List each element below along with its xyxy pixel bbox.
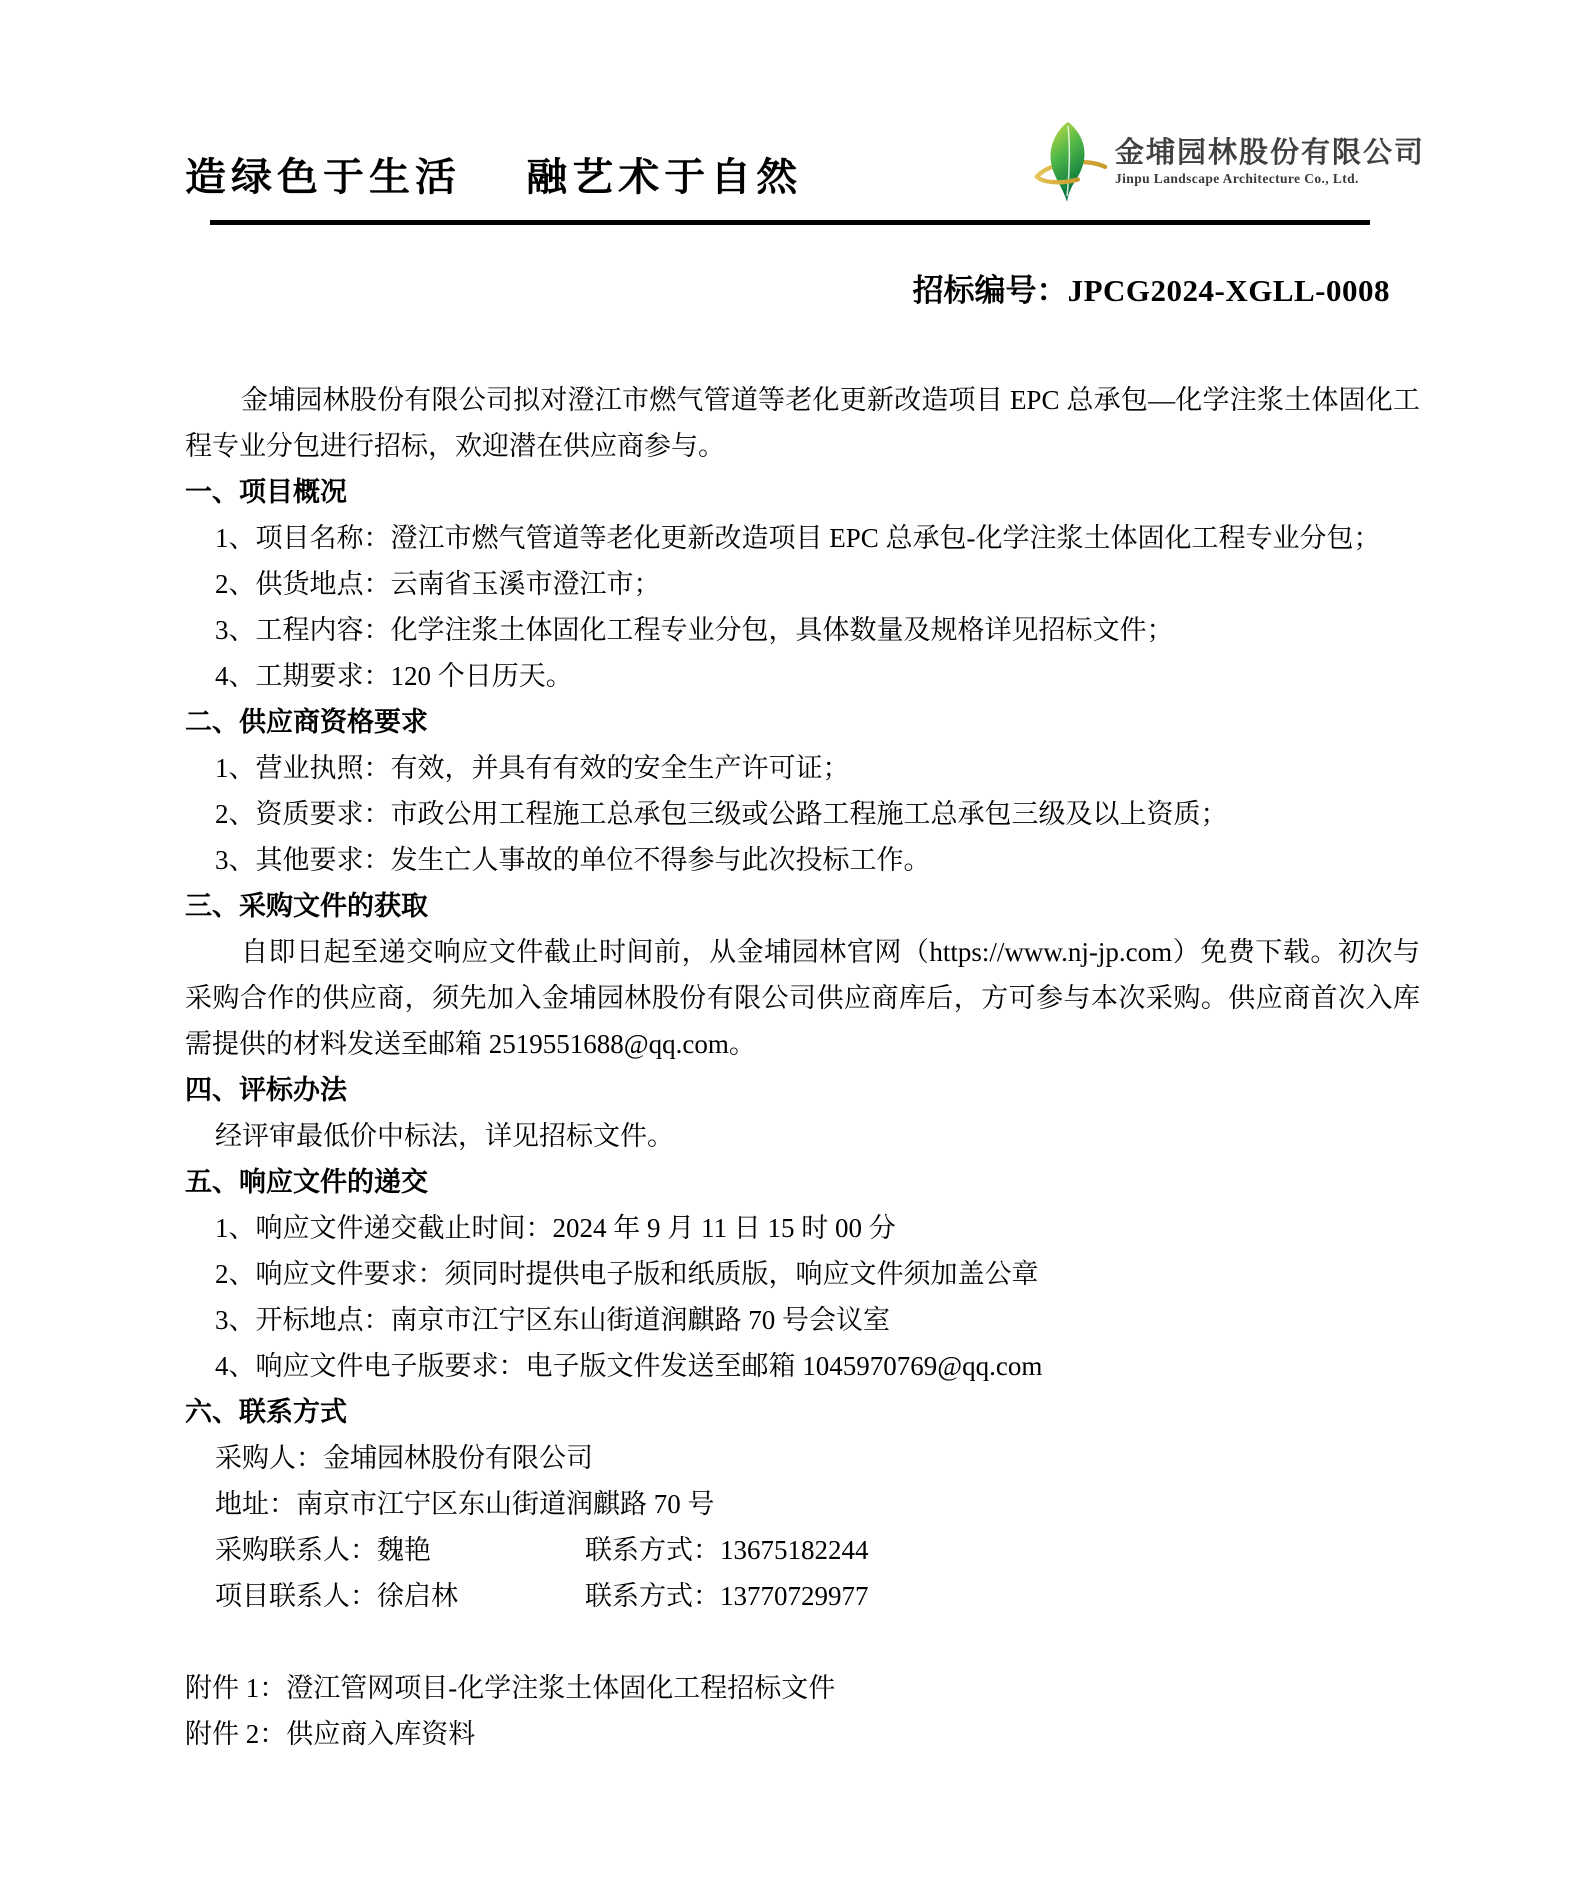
- s1-item-4: 4、工期要求：120 个日历天。: [215, 661, 573, 691]
- section-3-heading: 三、采购文件的获取: [185, 891, 428, 921]
- s4-paragraph: 经评审最低价中标法，详见招标文件。: [215, 1121, 674, 1151]
- s1-item-2: 2、供货地点：云南省玉溪市澄江市；: [215, 569, 661, 599]
- s3-paragraph: 自即日起至递交响应文件截止时间前，从金埔园林官网（https://www.nj-jp.com）免费下载。初次与采购合作的供应商，须先加入金埔园林股份有限公司供应商库后，方可参与本次采购。供应商首次入库需提供的材料发送至邮箱 2519551688@qq.com。: [185, 937, 1420, 1059]
- section-6-heading: 六、联系方式: [185, 1397, 347, 1427]
- company-logo: [1031, 120, 1425, 204]
- s2-item-3: 3、其他要求：发生亡人事故的单位不得参与此次投标工作。: [215, 845, 931, 875]
- intro-paragraph: 金埔园林股份有限公司拟对澄江市燃气管道等老化更新改造项目 EPC 总承包—化学注浆土体固化工程专业分包进行招标，欢迎潜在供应商参与。: [185, 385, 1420, 461]
- s5-item-4: 4、响应文件电子版要求：电子版文件发送至邮箱 1045970769@qq.com: [215, 1351, 1043, 1381]
- address-line: 地址：南京市江宁区东山街道润麒路 70 号: [215, 1489, 715, 1519]
- section-4-heading: 四、评标办法: [185, 1075, 347, 1105]
- section-5-heading: 五、响应文件的递交: [185, 1167, 428, 1197]
- attachment-1: 附件 1：澄江管网项目-化学注浆土体固化工程招标文件: [185, 1673, 836, 1703]
- bid-number-line: [185, 267, 1420, 314]
- s2-item-1: 1、营业执照：有效，并具有有效的安全生产许可证；: [215, 753, 850, 783]
- s1-item-3: 3、工程内容：化学注浆土体固化工程专业分包，具体数量及规格详见招标文件；: [215, 615, 1174, 645]
- contact-name: 项目联系人：徐启林: [215, 1581, 458, 1611]
- buyer-line: 采购人：金埔园林股份有限公司: [215, 1443, 593, 1473]
- attachment-2: 附件 2：供应商入库资料: [185, 1719, 476, 1749]
- bid-number-label: 招标编号：: [912, 273, 1068, 308]
- contact-row-purchasing: [185, 1527, 1420, 1573]
- s5-item-3: 3、开标地点：南京市江宁区东山街道润麒路 70 号会议室: [215, 1305, 890, 1335]
- s5-item-2: 2、响应文件要求：须同时提供电子版和纸质版，响应文件须加盖公章: [215, 1259, 1039, 1289]
- contact-name: 采购联系人：魏艳: [215, 1535, 431, 1565]
- document-body: [185, 377, 1420, 1757]
- company-name-en: Jinpu Landscape Architecture Co., Ltd.: [1114, 170, 1359, 186]
- leaf-logo-icon: [1031, 120, 1109, 204]
- s1-item-1: 1、项目名称：澄江市燃气管道等老化更新改造项目 EPC 总承包-化学注浆土体固化工程专业分包；: [215, 523, 1381, 553]
- attachments-block: [185, 1665, 1420, 1757]
- contact-phone: 联系方式：13675182244: [585, 1535, 869, 1565]
- s2-item-2: 2、资质要求：市政公用工程施工总承包三级或公路工程施工总承包三级及以上资质；: [215, 799, 1228, 829]
- section-1-heading: 一、项目概况: [185, 477, 347, 507]
- company-name-cn: 金埔园林股份有限公司: [1114, 136, 1425, 169]
- company-slogan: 造绿色于生活 融艺术于自然: [185, 154, 803, 201]
- bid-number-value: JPCG2024-XGLL-0008: [1067, 273, 1390, 308]
- contact-phone: 联系方式：13770729977: [585, 1581, 869, 1611]
- document-header: [185, 112, 1425, 204]
- section-2-heading: 二、供应商资格要求: [185, 707, 428, 737]
- s5-item-1: 1、响应文件递交截止时间：2024 年 9 月 11 日 15 时 00 分: [215, 1213, 896, 1243]
- contact-row-project: [185, 1573, 1420, 1619]
- header-divider: [210, 220, 1370, 225]
- logo-text: [1114, 136, 1425, 186]
